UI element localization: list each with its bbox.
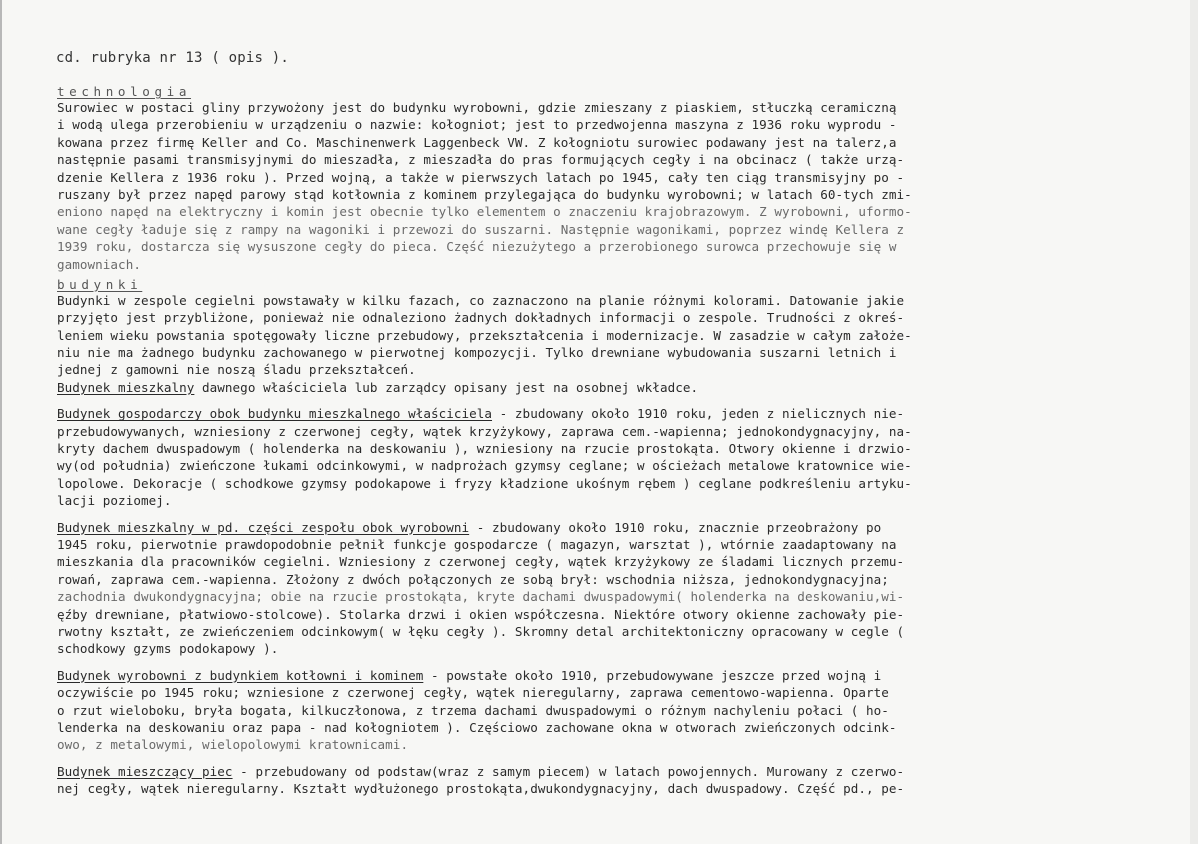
farm-building-first-line <box>57 405 1147 422</box>
production-building-first-line <box>57 667 1147 684</box>
production-building-heading: Budynek wyrobowni z budynkiem kotłowni i kominem <box>57 667 424 683</box>
text-line: schodkowy gzyms podokapowy ). <box>57 641 279 657</box>
residential-north-first-line <box>57 519 1147 536</box>
buildings-paragraph <box>57 292 1147 396</box>
text-line: jednej z gamowni nie noszą śladu przekształceń. <box>57 362 416 378</box>
text-line: przebudowywanych, wzniesiony z czerwonej cegły, wątek krzyżykowy, zaprawa cem.-wapienna; jednokondygnacyjny, na- <box>57 423 912 439</box>
text-line: 1945 roku, pierwotnie prawdopodobnie pełnił funkcje gospodarcze ( magazyn, warsztat ), wtórnie zaadaptowany na <box>57 536 897 552</box>
residential-line <box>57 379 1147 396</box>
kiln-building-first-line <box>57 763 1147 780</box>
text-line: leniem wieku powstania spotęgowały liczne przebudowy, przekształcenia i modernizacje. W zasadzie w całym założe- <box>57 327 912 343</box>
text-line: Budynki w zespole cegielni powstawały w kilku fazach, co zaznaczono na planie różnymi kolorami. Datowanie jakie <box>57 292 905 308</box>
technology-paragraph <box>57 99 1147 273</box>
text-line: rowań, zaprawa cem.-wapienna. Złożony z dwóch połączonych ze sobą brył: wschodnia niższa, jednokondygnacyjna; <box>57 571 889 587</box>
text-line: lopolowe. Dekoracje ( schodkowe gzymsy podokapowe i fryzy kładzione ukośnym rębem ) ceglane podkreśleniu artyku- <box>57 475 912 491</box>
text-line: eniono napęd na elektryczny i komin jest obecnie tylko elementem o znaczeniu krajobrazowym. Z wyrobowni, uformo- <box>57 204 912 220</box>
text-line: zachodnia dwukondygnacyjna; obie na rzucie prostokąta, kryte dachami dwuspadowymi( holenderka na deskowaniu,wi- <box>57 589 905 605</box>
farm-building-heading: Budynek gospodarczy obok budynku mieszkalnego właściciela <box>57 406 493 422</box>
residential-north-text: - zbudowany około 1910 roku, znacznie przeobrażony po <box>469 519 882 535</box>
text-line: przyjęto jest przybliżone, ponieważ nie odnaleziono żadnych dokładnych informacji o zespole. Trudności z okreś- <box>57 310 905 326</box>
residential-north-heading: Budynek mieszkalny w pd. części zespołu obok wyrobowni <box>57 519 470 535</box>
text-line: dzenie Kellera z 1936 roku ). Przed wojną, a także w pierwszych latach po 1945, cały ten ciąg transmisyjny po - <box>57 169 905 185</box>
text-line: lacji poziomej. <box>57 493 172 509</box>
section-label-technology: technologia <box>57 84 192 99</box>
farm-building-text: - zbudowany około 1910 roku, jeden z nielicznych nie- <box>492 406 905 422</box>
text-line: oczywiście po 1945 roku; wzniesione z czerwonej cegły, wątek nieregularny, zaprawa cementowo-wapienna. Oparte <box>57 685 889 701</box>
text-line: kryty dachem dwuspadowym ( holenderka na deskowaniu ), wzniesiony na rzucie prostokąta. Otwory okienne i drzwio- <box>57 441 912 457</box>
text-line: wane cegły ładuje się z rampy na wagoniki i przewozi do suszarni. Następnie wagonikami, poprzez windę Kellera z <box>57 221 905 237</box>
text-line: ruszany był przez napęd parowy stąd kotłownia z kominem przylegająca do budynku wyrobowni; w latach 60-tych zmi- <box>57 186 912 202</box>
production-building-text: - powstałe około 1910, przebudowywane jeszcze przed wojną i <box>423 667 882 683</box>
text-line: 1939 roku, dostarcza się wysuszone cegły do pieca. Część niezużytego a przerobionego surowca przechowuje się w <box>57 239 897 255</box>
farm-building-paragraph <box>57 405 1147 509</box>
residential-north-paragraph <box>57 519 1147 658</box>
kiln-building-paragraph <box>57 763 1147 798</box>
text-line: owo, z metalowymi, wielopolowymi kratownicami. <box>57 737 409 753</box>
text-line: i wodą ulega przerobieniu w urządzeniu o nazwie: kołogniot; jest to przedwojenna maszyna z 1936 roku wyprodu - <box>57 117 897 133</box>
text-line: następnie pasami transmisyjnymi do mieszadła, z mieszadła do pras formujących cegły i na obcinacz ( także urzą- <box>57 152 905 168</box>
residential-text: dawnego właściciela lub zarządcy opisany jest na osobnej wkładce. <box>194 379 699 395</box>
page-edge <box>1190 0 1198 844</box>
text-line: gamowniach. <box>57 256 141 272</box>
kiln-building-text: - przebudowany od podstaw(wraz z samym piecem) w latach powojennych. Murowany z czerwo- <box>232 763 905 779</box>
residential-heading: Budynek mieszkalny <box>57 379 195 395</box>
text-line: ęźby drewniane, płatwiowo-stolcowe). Stolarka drzwi i okien współczesna. Niektóre otwory okienne zachowały pie- <box>57 606 905 622</box>
text-line: rwotny kształt, ze zwieńczeniem odcinkowym( w łęku cegły ). Skromny detal architektoniczny opracowany w cegle ( <box>57 623 905 639</box>
section-label-buildings: budynki <box>57 276 143 292</box>
page-header: cd. rubryka nr 13 ( opis ). <box>56 50 289 66</box>
text-line: niu nie ma żadnego budynku zachowanego w pierwotnej kompozycji. Tylko drewniane wybudowania suszarni letnich i <box>57 345 897 361</box>
text-line: Surowiec w postaci gliny przywożony jest do budynku wyrobowni, gdzie zmieszany z piaskiem, stłuczką ceramiczną <box>57 100 897 115</box>
text-line: kowana przez firmę Keller and Co. Maschinenwerk Laggenbeck VW. Z kołogniotu surowiec podawany jest na talerz,a <box>57 134 897 150</box>
document-body <box>57 84 1147 797</box>
text-line: lenderka na deskowaniu oraz papa - nad kołogniotem ). Częściowo zachowane okna w otworach zwieńczonych odcink- <box>57 719 897 735</box>
text-line: nej cegły, wątek nieregularny. Kształt wydłużonego prostokąta,dwukondygnacyjny, dach dwuspadowy. Część pd., pe- <box>57 781 905 797</box>
kiln-building-heading: Budynek mieszczący piec <box>57 763 233 779</box>
text-line: o rzut wieloboku, bryła bogata, kilkuczłonowa, z trzema dachami dwuspadowymi o różnym nachyleniu połaci ( ho- <box>57 702 889 718</box>
text-line: wy(od południa) zwieńczone łukami odcinkowymi, w nadprożach gzymsy ceglane; w ościeżach metalowe kratownice wie- <box>57 458 912 474</box>
production-building-paragraph <box>57 667 1147 754</box>
text-line: mieszkania dla pracowników cegielni. Wzniesiony z czerwonej cegły, wątek krzyżykowy ze śladami licznych przemu- <box>57 554 905 570</box>
